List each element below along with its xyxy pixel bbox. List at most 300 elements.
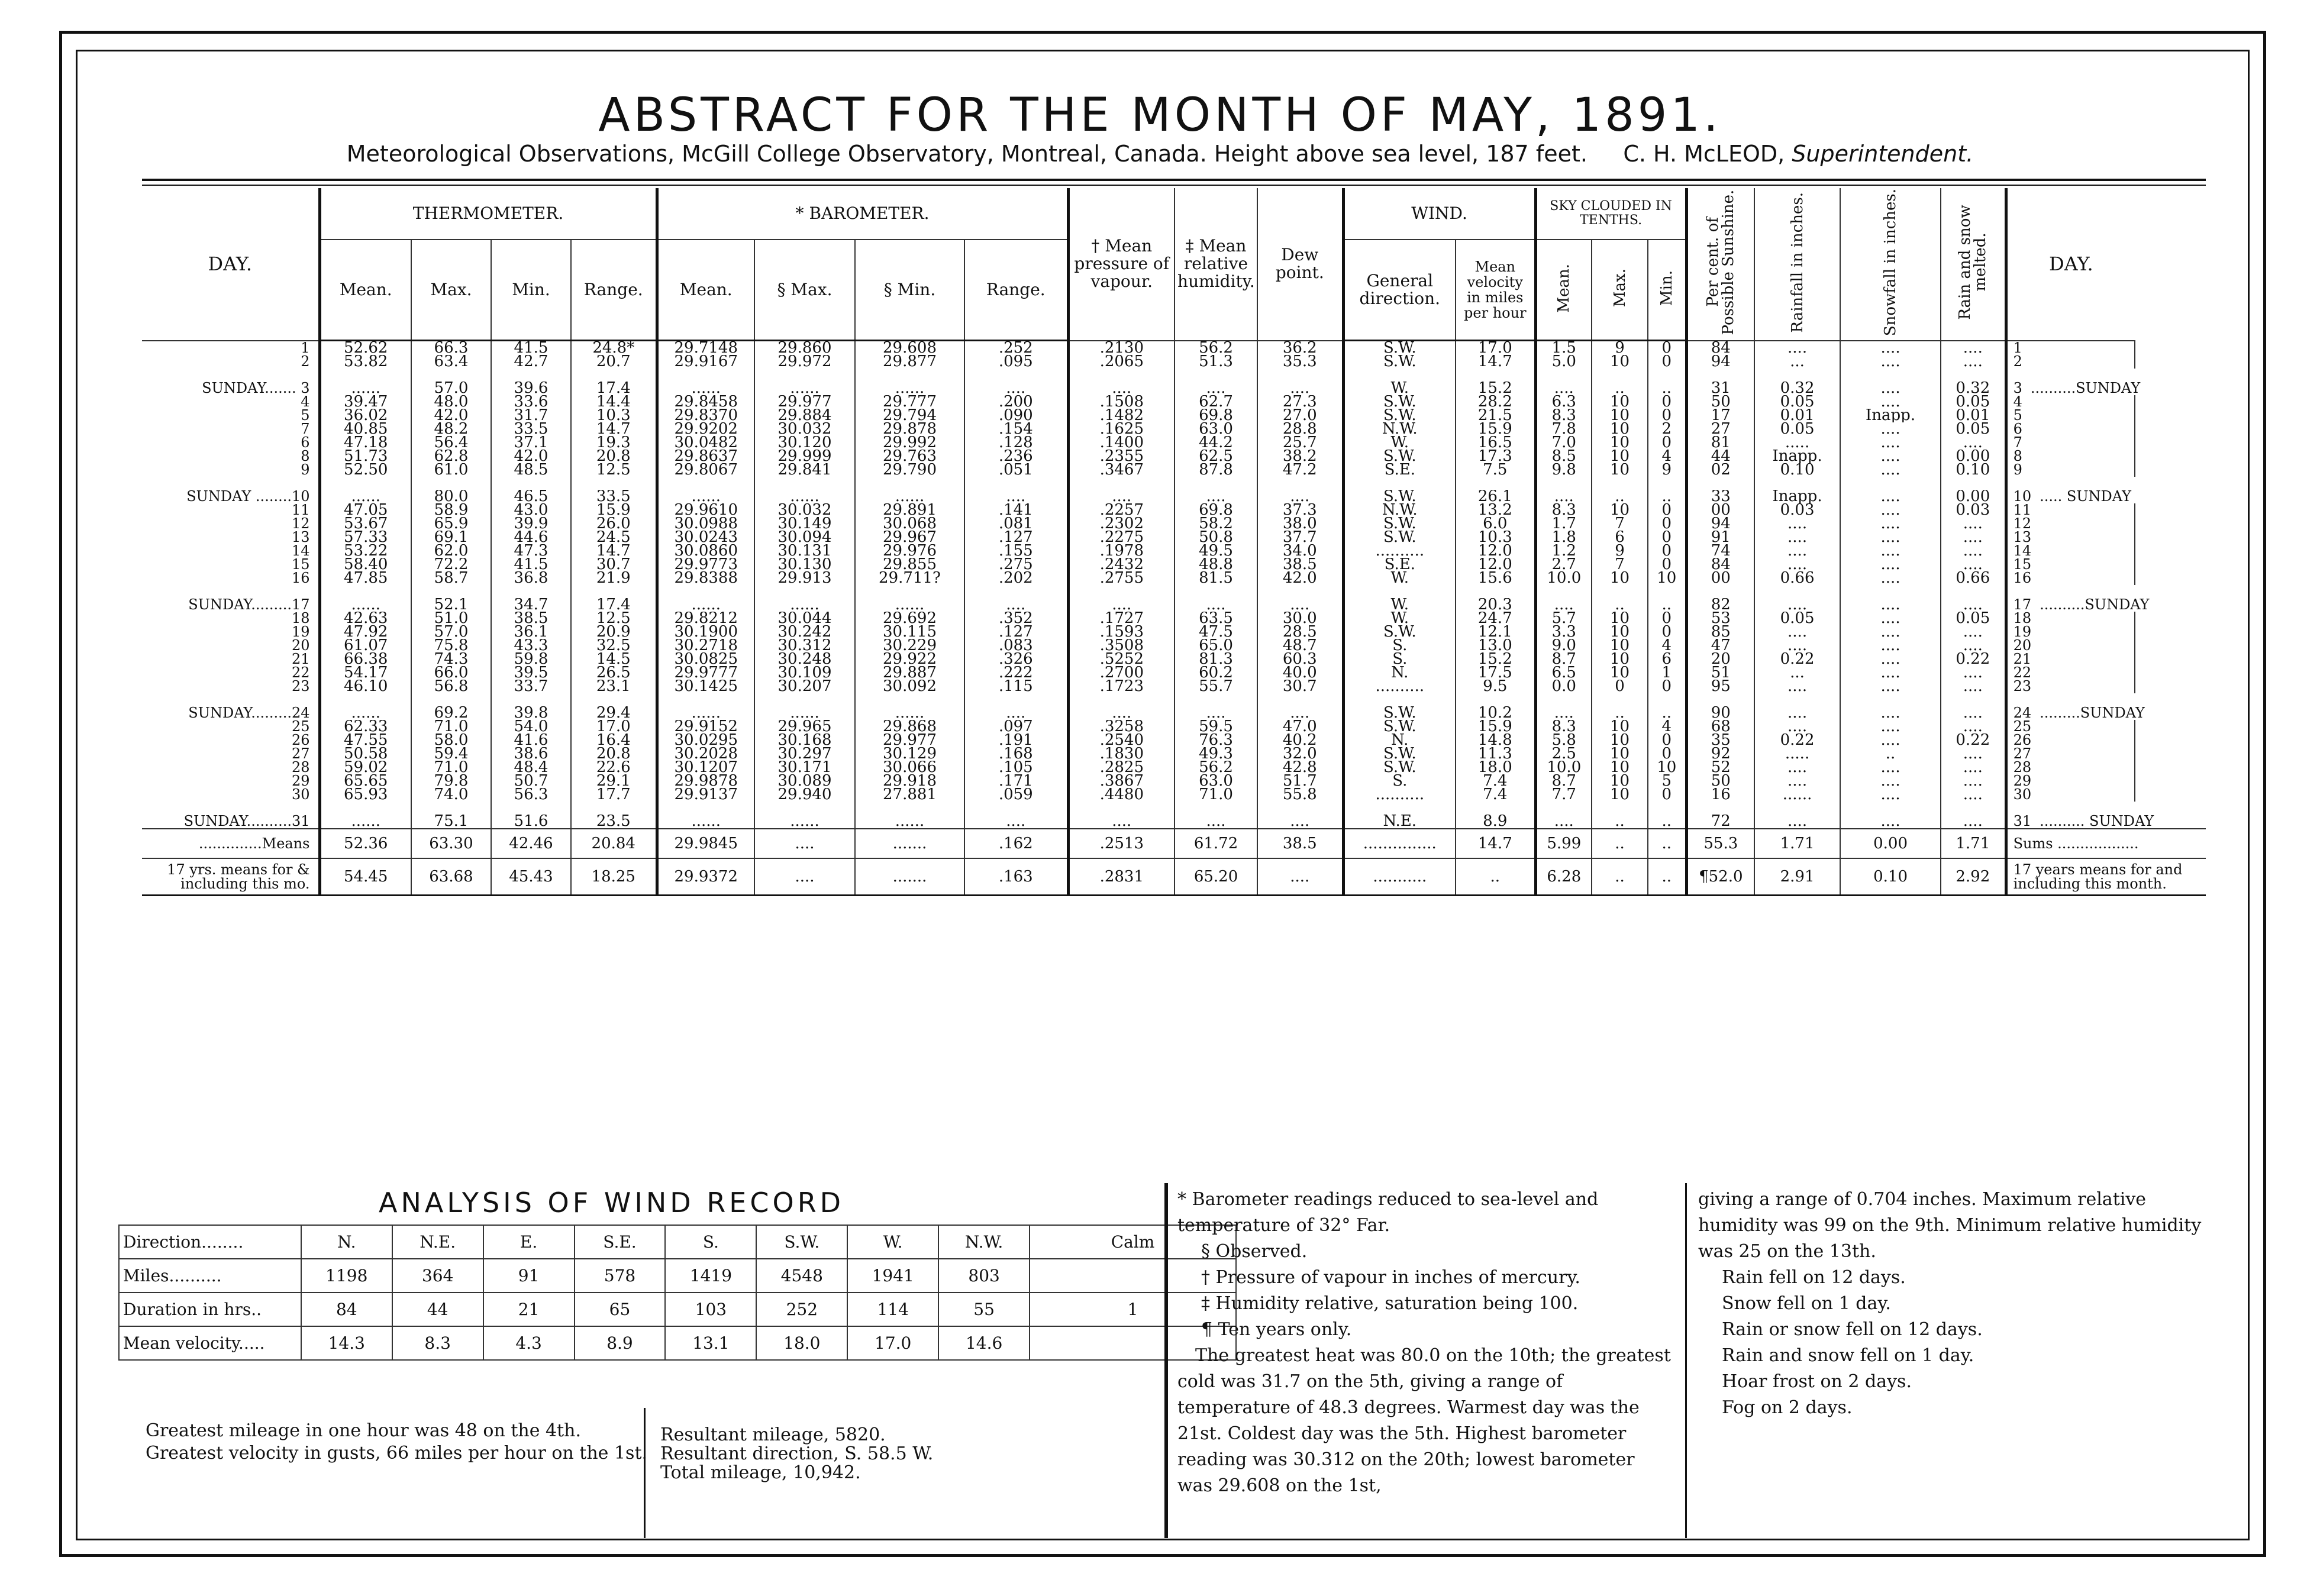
- rain-snow-melted-cell: 0.03: [1941, 503, 2006, 517]
- sky-mean-cell: 7.7: [1535, 788, 1592, 802]
- sky-max-cell: ..: [1592, 382, 1648, 395]
- rain-snow-melted-cell: ....: [1941, 639, 2006, 652]
- baro-max-summary-cell: ....: [754, 858, 855, 896]
- spacer-cell: [320, 585, 411, 598]
- therm-max-summary-cell: 63.68: [411, 858, 491, 896]
- wind-direction-cell: ..........: [1343, 544, 1456, 558]
- therm-mean-cell: ......: [320, 598, 411, 612]
- spacer-cell: [1068, 802, 1174, 815]
- wind-direction-cell: W.: [1343, 436, 1456, 450]
- therm-min-cell: 33.7: [491, 680, 571, 693]
- therm-mean-cell: 53.67: [320, 517, 411, 531]
- rain-snow-melted-cell: ....: [1941, 355, 2006, 369]
- sky-max-cell: 10: [1592, 639, 1648, 652]
- humidity-summary-cell: 61.72: [1174, 829, 1257, 858]
- humidity-cell: 59.5: [1174, 720, 1257, 734]
- wind-header: WIND.: [1343, 188, 1535, 240]
- footnote-vapour: † Pressure of vapour in inches of mercury.: [1201, 1267, 1580, 1288]
- spacer-cell: [411, 802, 491, 815]
- day-label: 29: [291, 774, 310, 788]
- baro-mean-cell: 29.8637: [657, 450, 754, 463]
- sky-min-cell: 0: [1648, 734, 1686, 747]
- sky-min-cell: 0: [1648, 680, 1686, 693]
- day-label: SUNDAY ........10: [186, 490, 310, 503]
- vapour-cell: .2825: [1068, 761, 1174, 774]
- rainfall-cell: ....: [1754, 341, 1840, 356]
- rainfall-cell: ....: [1754, 774, 1840, 788]
- baro-mean-header: Mean.: [657, 240, 754, 341]
- spacer-cell: [1754, 585, 1840, 598]
- rain-snow-melted-cell: 0.05: [1941, 422, 2006, 436]
- snowfall-cell: ....: [1840, 382, 1941, 395]
- day-label: 7: [301, 422, 310, 436]
- spacer-cell: [754, 585, 855, 598]
- day-label: SUNDAY.........17: [188, 598, 310, 612]
- sky-max-cell: 10: [1592, 747, 1648, 761]
- dew-point-cell: 28.5: [1257, 625, 1343, 639]
- spacer-cell: [855, 369, 964, 382]
- day-number-right-cell: 14: [2006, 544, 2135, 558]
- humidity-cell: 49.5: [1174, 544, 1257, 558]
- row-spacer: [142, 585, 2206, 598]
- sunshine-cell: 90: [1686, 706, 1754, 720]
- wind-velocity-cell: 12.0: [1456, 544, 1535, 558]
- baro-max-cell: 30.131: [754, 544, 855, 558]
- spacer-cell: [1941, 369, 2006, 382]
- day-number-right-cell: 16: [2006, 571, 2135, 585]
- day-number: 3: [2013, 382, 2022, 395]
- baro-mean-cell: 29.8212: [657, 612, 754, 625]
- sky-min-cell: 0: [1648, 558, 1686, 571]
- humidity-cell: 44.2: [1174, 436, 1257, 450]
- sunshine-cell: 16: [1686, 788, 1754, 802]
- rain-snow-melted-summary-cell: 1.71: [1941, 829, 2006, 858]
- title-rule: [142, 179, 2206, 181]
- sunshine-cell: 02: [1686, 463, 1754, 477]
- wind-direction-cell: S.W.: [1343, 761, 1456, 774]
- row-spacer: [142, 369, 2206, 382]
- therm-min-cell: 33.6: [491, 395, 571, 409]
- wind-direction-cell: W.: [1343, 382, 1456, 395]
- day-label: 20: [291, 639, 310, 652]
- row-spacer: [142, 693, 2206, 706]
- sky-mean-cell: 5.0: [1535, 355, 1592, 369]
- day-number-right-cell: 6: [2006, 422, 2135, 436]
- day-note-cell: [2135, 531, 2206, 544]
- rain-snow-melted-cell: ....: [1941, 544, 2006, 558]
- fact-fog-days: Fog on 2 days.: [1722, 1397, 1853, 1418]
- snowfall-cell: ....: [1840, 463, 1941, 477]
- therm-max-cell: 69.1: [411, 531, 491, 544]
- note-greatest-mileage: Greatest mileage in one hour was 48 on the 4th.: [146, 1420, 582, 1441]
- sky-min-cell: 10: [1648, 571, 1686, 585]
- rainfall-cell: .....: [1754, 436, 1840, 450]
- sky-mean-header-text: Mean.: [1555, 263, 1573, 313]
- snowfall-cell: ....: [1840, 544, 1941, 558]
- humidity-cell: 60.2: [1174, 666, 1257, 680]
- spacer-cell: [411, 477, 491, 490]
- spacer-cell: [1754, 693, 1840, 706]
- rainfall-cell: ....: [1754, 517, 1840, 531]
- wind-cell: 252: [756, 1293, 847, 1326]
- humidity-cell: 56.2: [1174, 761, 1257, 774]
- sunshine-cell: 84: [1686, 341, 1754, 356]
- vapour-cell: .1625: [1068, 422, 1174, 436]
- day-label: 21: [291, 652, 310, 666]
- wind-direction-cell: W.: [1343, 612, 1456, 625]
- table-row: [142, 734, 2206, 747]
- dew-point-cell: 48.7: [1257, 639, 1343, 652]
- wind-cell: 18.0: [756, 1326, 847, 1360]
- snowfall-cell: ....: [1840, 652, 1941, 666]
- spacer-cell: [1174, 585, 1257, 598]
- therm-mean-cell: 42.63: [320, 612, 411, 625]
- sky-min-cell: 0: [1648, 503, 1686, 517]
- rainfall-summary-cell: 1.71: [1754, 829, 1840, 858]
- wind-velocity-cell: 11.3: [1456, 747, 1535, 761]
- subtitle-text: Meteorological Observations, McGill College Observatory, Montreal, Canada. Height above sea level, 187 feet.: [346, 141, 1587, 167]
- dew-point-cell: 38.0: [1257, 517, 1343, 531]
- spacer-cell: [142, 369, 320, 382]
- therm-max-cell: 58.9: [411, 503, 491, 517]
- sky-max-cell: 10: [1592, 571, 1648, 585]
- spacer-cell: [1343, 802, 1456, 815]
- therm-max-cell: 59.4: [411, 747, 491, 761]
- sky-max-cell: 10: [1592, 409, 1648, 422]
- rainfall-cell: ....: [1754, 720, 1840, 734]
- day-note-cell: [2135, 422, 2206, 436]
- therm-max-cell: 52.1: [411, 598, 491, 612]
- table-row: [142, 409, 2206, 422]
- spacer-cell: [491, 477, 571, 490]
- sky-max-cell: 10: [1592, 666, 1648, 680]
- rain-snow-melted-cell: 0.22: [1941, 734, 2006, 747]
- day-label: 27: [291, 747, 310, 761]
- fact-rain-or-snow-days: Rain or snow fell on 12 days.: [1722, 1319, 1983, 1340]
- wind-cell: N.W.: [938, 1225, 1030, 1259]
- sky-min-cell: 0: [1648, 355, 1686, 369]
- snow-header: [1840, 188, 1941, 341]
- sky-max-cell: 7: [1592, 558, 1648, 571]
- spacer-cell: [1068, 585, 1174, 598]
- baro-min-cell: 29.692: [855, 612, 964, 625]
- table-row: [142, 382, 2206, 395]
- dew-point-cell: ....: [1257, 598, 1343, 612]
- wind-direction-cell: N.: [1343, 734, 1456, 747]
- baro-range-cell: .352: [964, 612, 1068, 625]
- notes-mid: [660, 1426, 1169, 1482]
- barometer-header: * BAROMETER.: [657, 188, 1068, 240]
- therm-min-cell: 39.6: [491, 382, 571, 395]
- vapour-cell: .2540: [1068, 734, 1174, 747]
- day-note-cell: [2135, 355, 2206, 369]
- baro-range-cell: .326: [964, 652, 1068, 666]
- day-number-right-cell: 8: [2006, 450, 2135, 463]
- baro-max-cell: 30.149: [754, 517, 855, 531]
- day-number-right-cell: 2: [2006, 355, 2135, 369]
- therm-range-cell: 17.4: [571, 382, 657, 395]
- humidity-cell: 49.3: [1174, 747, 1257, 761]
- humidity-cell: 81.5: [1174, 571, 1257, 585]
- day-number-right-cell: 20: [2006, 639, 2135, 652]
- baro-min-cell: 29.976: [855, 544, 964, 558]
- dew-point-cell: 37.3: [1257, 503, 1343, 517]
- rainfall-cell: 0.22: [1754, 652, 1840, 666]
- day-label: SUNDAY....... 3: [202, 382, 310, 395]
- day-label: 9: [301, 463, 310, 477]
- wind-velocity-cell: 16.5: [1456, 436, 1535, 450]
- therm-max-cell: 80.0: [411, 490, 491, 503]
- therm-min-cell: 43.0: [491, 503, 571, 517]
- rain-snow-melted-cell: 0.22: [1941, 652, 2006, 666]
- therm-max-cell: 61.0: [411, 463, 491, 477]
- wind-direction-summary-cell: ...........: [1343, 858, 1456, 896]
- sky-mean-cell: 8.7: [1535, 652, 1592, 666]
- therm-max-cell: 57.0: [411, 625, 491, 639]
- sky-max-cell: 10: [1592, 734, 1648, 747]
- spacer-cell: [320, 693, 411, 706]
- day-number-right-cell: 7: [2006, 436, 2135, 450]
- vapour-cell: .3467: [1068, 463, 1174, 477]
- baro-max-cell: 29.884: [754, 409, 855, 422]
- rain-snow-melted-cell: ....: [1941, 706, 2006, 720]
- snowfall-cell: ....: [1840, 625, 1941, 639]
- analysis-title: ANALYSIS OF WIND RECORD: [379, 1187, 845, 1219]
- spacer-cell: [1068, 369, 1174, 382]
- baro-mean-cell: 29.9777: [657, 666, 754, 680]
- baro-mean-cell: 30.0295: [657, 734, 754, 747]
- spacer-cell: [1686, 802, 1754, 815]
- baro-range-cell: .191: [964, 734, 1068, 747]
- sunday-label: ..........SUNDAY: [2040, 598, 2150, 612]
- spacer-cell: [964, 369, 1068, 382]
- notes-left: [128, 1420, 648, 1465]
- note-resultant-direction: Resultant direction, S. 58.5 W.: [660, 1443, 934, 1464]
- wind-velocity-cell: 17.5: [1456, 666, 1535, 680]
- therm-min-cell: 42.0: [491, 450, 571, 463]
- wind-direction-cell: S.W.: [1343, 355, 1456, 369]
- sky-min-cell: 4: [1648, 720, 1686, 734]
- day-number: 17: [2013, 598, 2032, 612]
- therm-max-cell: 56.8: [411, 680, 491, 693]
- sky-max-cell: ..: [1592, 706, 1648, 720]
- sunday-label: .........SUNDAY: [2040, 706, 2145, 720]
- snowfall-cell: ....: [1840, 450, 1941, 463]
- vapour-cell: .1723: [1068, 680, 1174, 693]
- therm-range-cell: 26.5: [571, 666, 657, 680]
- baro-max-cell: 30.032: [754, 503, 855, 517]
- baro-range-cell: .051: [964, 463, 1068, 477]
- baro-max-cell: ......: [754, 815, 855, 829]
- therm-min-cell: 42.7: [491, 355, 571, 369]
- sunshine-cell: 74: [1686, 544, 1754, 558]
- sky-mean-cell: 1.5: [1535, 341, 1592, 356]
- spacer-cell: [1535, 802, 1592, 815]
- wind-direction-row: [119, 1225, 1236, 1259]
- baro-mean-cell: ......: [657, 815, 754, 829]
- spacer-cell: [1840, 585, 1941, 598]
- day-note-cell: [2135, 395, 2206, 409]
- therm-max-cell: 72.2: [411, 558, 491, 571]
- wind-velocity-cell: 7.5: [1456, 463, 1535, 477]
- wind-analysis-body: [119, 1225, 1236, 1360]
- therm-min-cell: 38.6: [491, 747, 571, 761]
- day-number-right-cell: 28: [2006, 761, 2135, 774]
- thermometer-header: THERMOMETER.: [320, 188, 657, 240]
- spacer-cell: [320, 369, 411, 382]
- spacer-cell: [142, 585, 320, 598]
- baro-min-cell: ......: [855, 598, 964, 612]
- therm-max-cell: 62.8: [411, 450, 491, 463]
- sunshine-cell: 94: [1686, 517, 1754, 531]
- vapour-cell: ....: [1068, 598, 1174, 612]
- baro-mean-cell: 30.2718: [657, 639, 754, 652]
- baro-range-cell: .200: [964, 395, 1068, 409]
- baro-min-cell: 30.068: [855, 517, 964, 531]
- spacer-cell: [1840, 693, 1941, 706]
- baro-mean-cell: 29.9137: [657, 788, 754, 802]
- footnotes: [1177, 1187, 1674, 1499]
- baro-range-summary-cell: .163: [964, 858, 1068, 896]
- therm-max-cell: 66.0: [411, 666, 491, 680]
- baro-mean-cell: ......: [657, 382, 754, 395]
- humidity-cell: ....: [1174, 382, 1257, 395]
- snowfall-cell: ....: [1840, 734, 1941, 747]
- therm-range-cell: 24.5: [571, 531, 657, 544]
- therm-min-cell: 39.8: [491, 706, 571, 720]
- snowfall-cell: ....: [1840, 639, 1941, 652]
- sky-min-cell: 2: [1648, 422, 1686, 436]
- wind-cell: 8.3: [392, 1326, 483, 1360]
- rain-snow-melted-cell: 0.00: [1941, 490, 2006, 503]
- sky-mean-cell: 6.5: [1535, 666, 1592, 680]
- therm-range-cell: 19.3: [571, 436, 657, 450]
- humidity-cell: 69.8: [1174, 409, 1257, 422]
- sunshine-cell: 53: [1686, 612, 1754, 625]
- day-number-right-cell: 26: [2006, 734, 2135, 747]
- table-row: [142, 422, 2206, 436]
- spacer-cell: [1840, 477, 1941, 490]
- sunday-label: .......... SUNDAY: [2040, 815, 2154, 829]
- table-row: [142, 544, 2206, 558]
- rain-snow-melted-cell: ....: [1941, 774, 2006, 788]
- therm-min-summary-cell: 42.46: [491, 829, 571, 858]
- day-number-right-cell: 15: [2006, 558, 2135, 571]
- wind-cell: N.: [301, 1225, 392, 1259]
- therm-mean-cell: ......: [320, 490, 411, 503]
- sunshine-cell: 95: [1686, 680, 1754, 693]
- therm-min-cell: 54.0: [491, 720, 571, 734]
- therm-mean-cell: 61.07: [320, 639, 411, 652]
- therm-min-cell: 41.5: [491, 558, 571, 571]
- baro-max-cell: ......: [754, 706, 855, 720]
- rain-snow-melted-cell: ....: [1941, 517, 2006, 531]
- spacer-cell: [964, 802, 1068, 815]
- sky-max-summary-cell: ..: [1592, 858, 1648, 896]
- table-row: [142, 517, 2206, 531]
- spacer-cell: [964, 693, 1068, 706]
- spacer-cell: [411, 585, 491, 598]
- spacer-cell: [1941, 585, 2006, 598]
- rainsnow-header-text: Rain and snow melted.: [1956, 205, 1990, 320]
- day-number-right-cell: [2006, 598, 2206, 612]
- sky-min-cell: 5: [1648, 774, 1686, 788]
- spacer-cell: [1174, 369, 1257, 382]
- therm-mean-cell: 46.10: [320, 680, 411, 693]
- rainfall-summary-cell: 2.91: [1754, 858, 1840, 896]
- therm-range-cell: 23.1: [571, 680, 657, 693]
- rain-snow-melted-cell: ....: [1941, 531, 2006, 544]
- vapour-cell: ....: [1068, 382, 1174, 395]
- wind-direction-cell: S.W.: [1343, 720, 1456, 734]
- day-number-right-cell: 12: [2006, 517, 2135, 531]
- rainfall-cell: ....: [1754, 625, 1840, 639]
- day-note-cell: [2135, 450, 2206, 463]
- rain-snow-melted-cell: ....: [1941, 761, 2006, 774]
- baro-max-cell: 29.913: [754, 571, 855, 585]
- baro-max-cell: 30.130: [754, 558, 855, 571]
- rainfall-cell: 0.05: [1754, 422, 1840, 436]
- sky-max-cell: 10: [1592, 625, 1648, 639]
- dew-header: Dew point.: [1257, 188, 1343, 341]
- spacer-cell: [411, 369, 491, 382]
- wind-velocity-cell: 10.3: [1456, 531, 1535, 544]
- sunshine-cell: 00: [1686, 503, 1754, 517]
- day-label: 6: [301, 436, 310, 450]
- fact-rain-days: Rain fell on 12 days.: [1722, 1267, 1906, 1288]
- sunday-label: ..... SUNDAY: [2040, 490, 2131, 503]
- therm-mean-cell: 39.47: [320, 395, 411, 409]
- spacer-cell: [1754, 369, 1840, 382]
- dew-point-cell: 51.7: [1257, 774, 1343, 788]
- vapour-cell: ....: [1068, 490, 1174, 503]
- sky-min-cell: 0: [1648, 747, 1686, 761]
- sky-mean-header: [1535, 240, 1592, 341]
- sky-mean-cell: ....: [1535, 706, 1592, 720]
- wind-row-label: Miles..........: [119, 1259, 301, 1293]
- baro-range-cell: .141: [964, 503, 1068, 517]
- dew-point-cell: 34.0: [1257, 544, 1343, 558]
- snowfall-cell: ....: [1840, 517, 1941, 531]
- dew-point-cell: ....: [1257, 815, 1343, 829]
- summary-text-1: The greatest heat was 80.0 on the 10th; the greatest cold was 31.7 on the 5th, giving a range of temperature of 48.3 degrees. Warmest day was the 21st. Coldest day was the 5th. Highest barometer reading was 30.312 on the 20th; lowest barometer was 29.608 on the 1st,: [1177, 1345, 1671, 1496]
- day-note-cell: [2135, 409, 2206, 422]
- wind-velocity-cell: 10.2: [1456, 706, 1535, 720]
- wind-direction-cell: S.: [1343, 639, 1456, 652]
- wind-direction-cell: N.E.: [1343, 815, 1456, 829]
- therm-mean-cell: 40.85: [320, 422, 411, 436]
- baro-min-cell: 30.115: [855, 625, 964, 639]
- wind-direction-cell: S.: [1343, 652, 1456, 666]
- vapour-cell: .2700: [1068, 666, 1174, 680]
- sky-min-cell: 0: [1648, 436, 1686, 450]
- spacer-cell: [1754, 802, 1840, 815]
- therm-max-summary-cell: 63.30: [411, 829, 491, 858]
- baro-mean-cell: 30.1900: [657, 625, 754, 639]
- wind-cell: 8.9: [575, 1326, 666, 1360]
- therm-mean-cell: 52.62: [320, 341, 411, 356]
- snowfall-cell: ....: [1840, 571, 1941, 585]
- dew-point-cell: 25.7: [1257, 436, 1343, 450]
- wind-data-row: [119, 1259, 1236, 1293]
- sunshine-cell: 84: [1686, 558, 1754, 571]
- wind-cell: 4.3: [483, 1326, 575, 1360]
- day-number-right-cell: 11: [2006, 503, 2135, 517]
- sunshine-cell: 85: [1686, 625, 1754, 639]
- therm-max-cell: 69.2: [411, 706, 491, 720]
- sky-min-header-text: Min.: [1657, 270, 1676, 306]
- spacer-cell: [1174, 802, 1257, 815]
